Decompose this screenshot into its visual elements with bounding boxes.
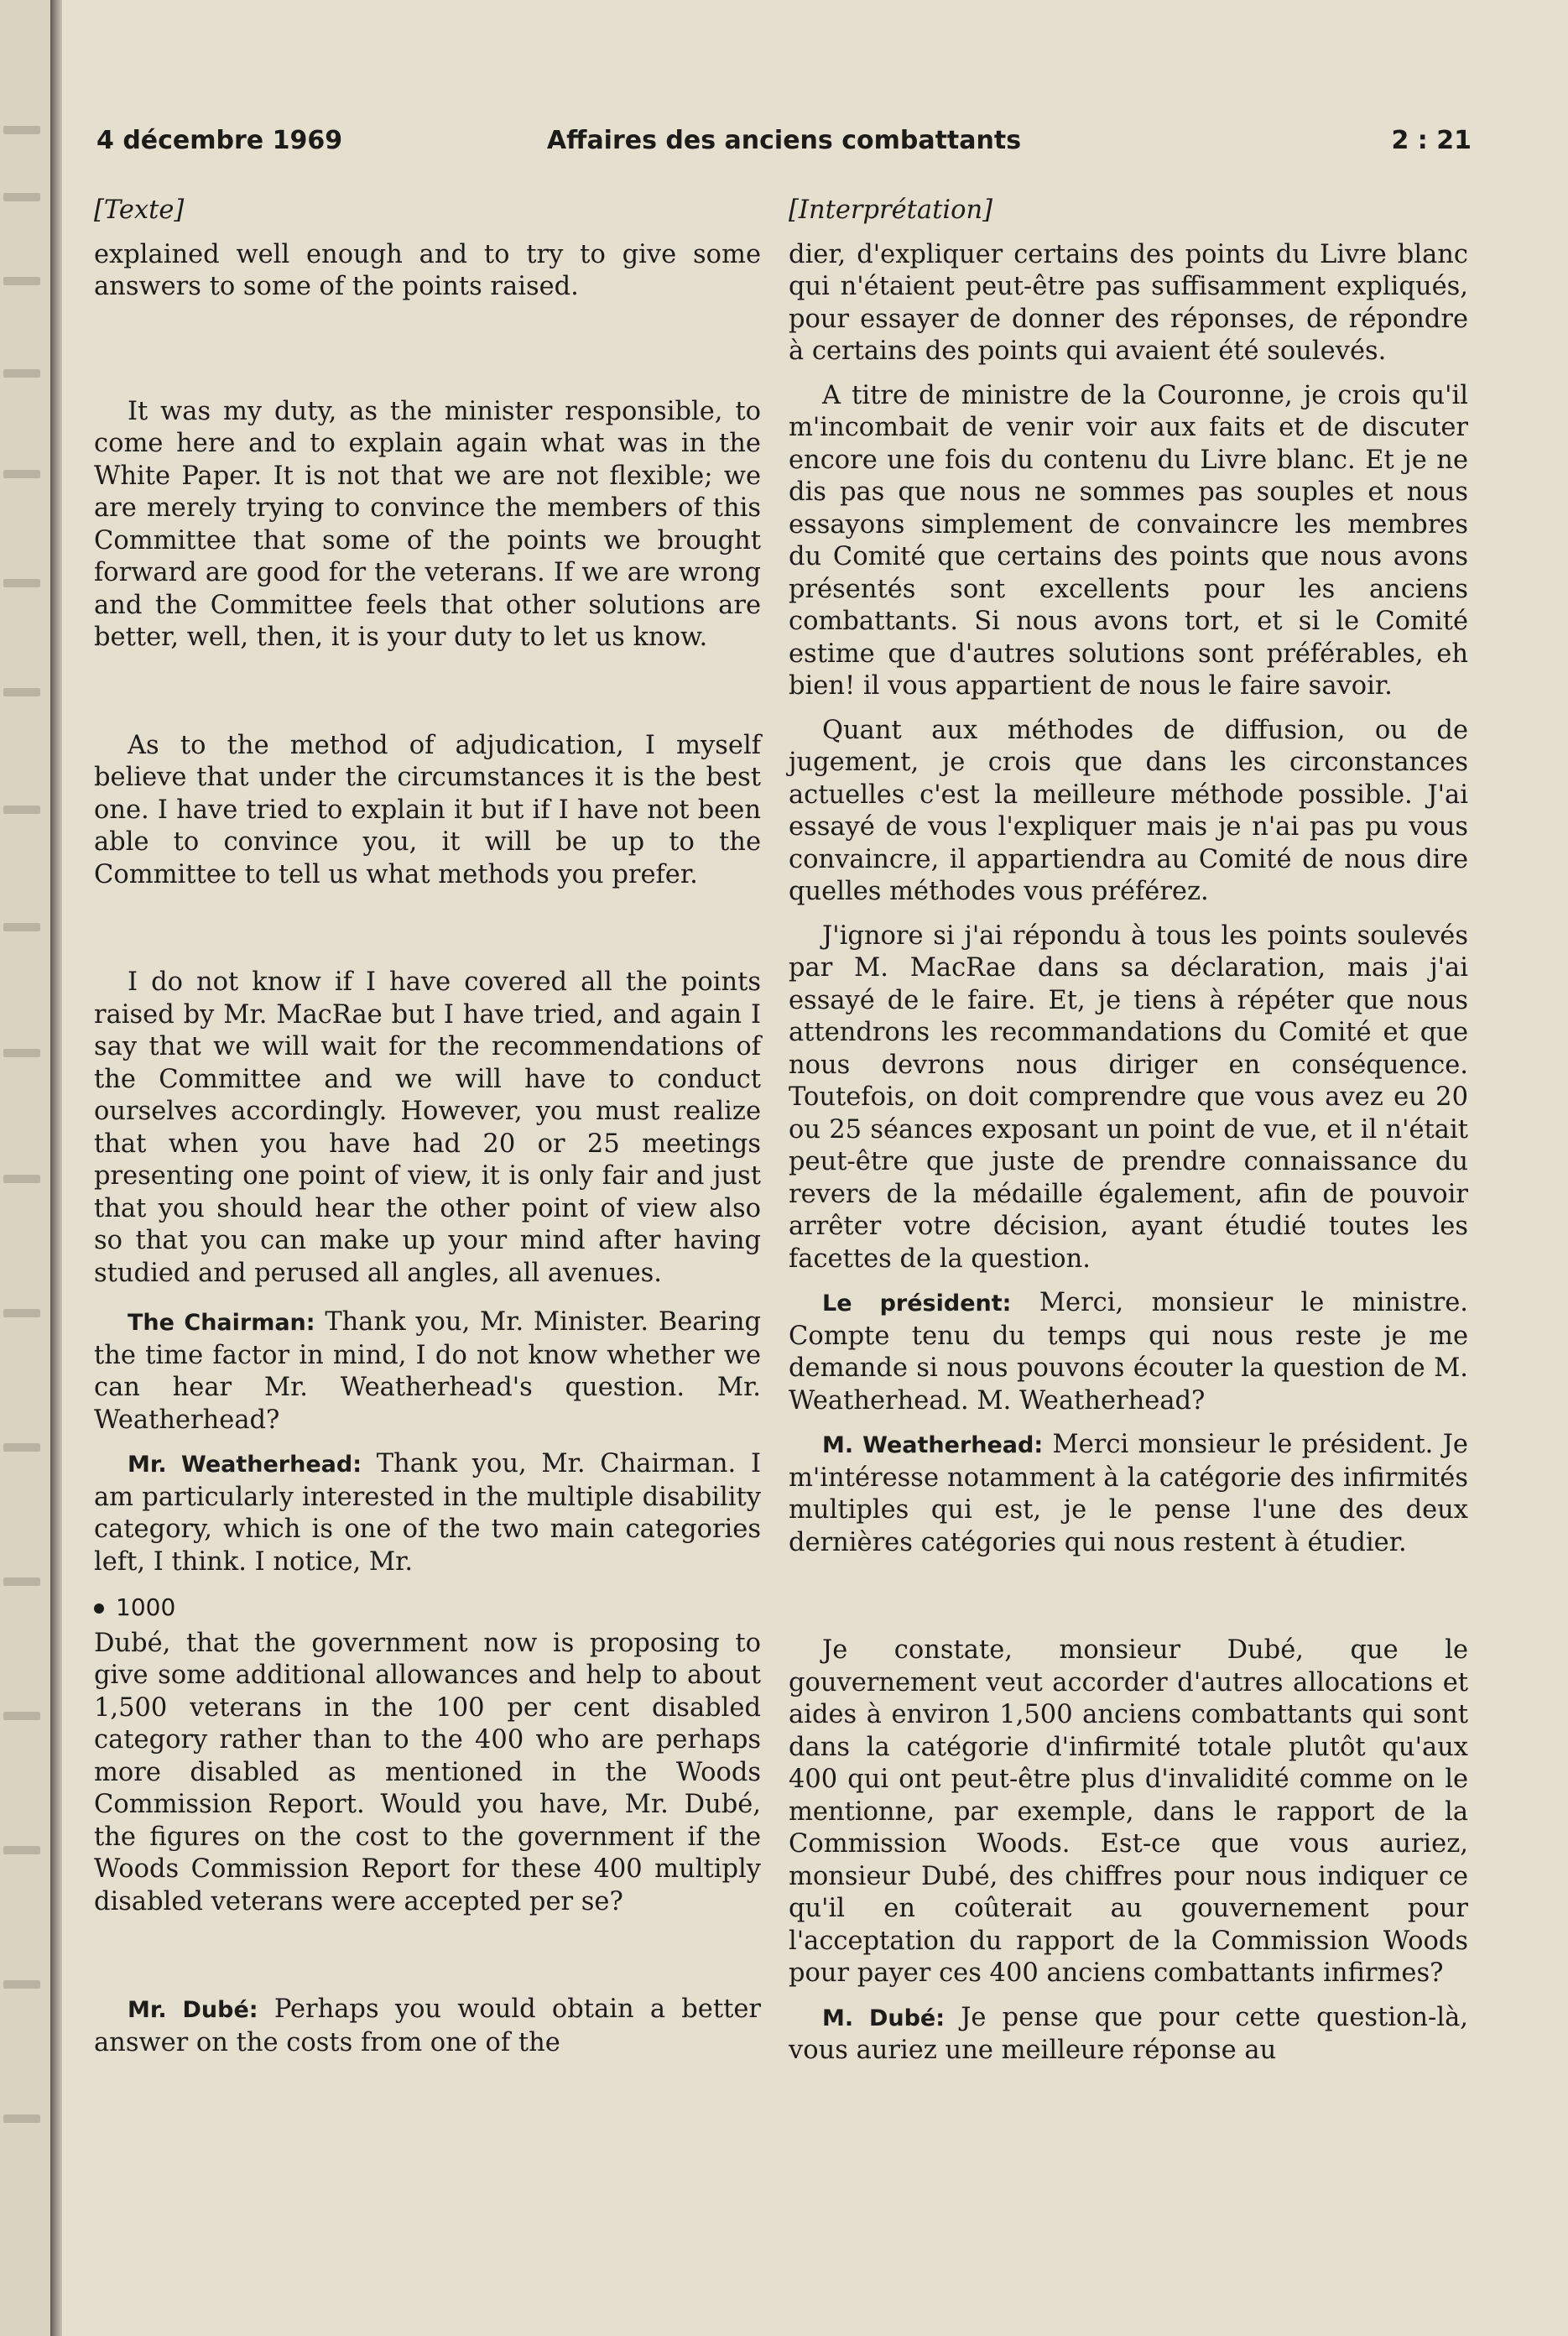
paragraph: It was my duty, as the minister responsible, to come here and to explain again what was in the White Paper. It is not that we are not flexible; we are merely trying to convince the members of this Committee that some of the points we brought forward are good for the veterans. If we are wrong and the Committee feels that other solutions are better, well, then, it is your duty to let us know. <box>94 396 761 652</box>
speech-paragraph <box>94 1994 761 2059</box>
speech-paragraph <box>94 1448 761 1578</box>
speaker-name: The Chairman: <box>128 1310 315 1336</box>
paragraph: I do not know if I have covered all the points raised by Mr. MacRae but I have tried, and again I say that we will wait for the recommendations of the Committee and we will have to conduct ourselves accordingly. However, you must realize that when you have had 20 or 25 meetings presenting one point of view, it is only fair and just that you should hear the other point of view also so that you can make up your mind after having studied and perused all angles, all avenues. <box>94 967 761 1288</box>
time-marker <box>94 1592 761 1624</box>
speech-text: Thank you, Mr. Chairman. I am particularly interested in the multiple disability category, which is one of the two main categories left, I think. I notice, Mr. <box>94 1449 762 1577</box>
paragraph: explained well enough and to try to give some answers to some of the points raised. <box>94 239 761 301</box>
speech-text: Perhaps you would obtain a better answer on the costs from one of the <box>94 1994 761 2057</box>
speech-paragraph <box>94 1306 761 1437</box>
speaker-name: Le président: <box>822 1291 1012 1317</box>
paragraph: Dubé, that the government now is proposing to give some additional allowances and help to about 1,500 veterans in the 100 per cent disabled category rather than to the 400 who are perhaps more disabled as mentioned in the Woods Commission Report. Would you have, Mr. Dubé, the figures on the cost to the government if the Woods Commission Report for these 400 multiply disabled veterans were accepted per se? <box>94 1628 761 1916</box>
header-date: 4 décembre 1969 <box>96 126 343 155</box>
speech-text: Thank you, Mr. Minister. Bearing the time factor in mind, I do not know whether we can hear Mr. Weatherhead's question. Mr. Weatherhead? <box>94 1307 761 1435</box>
paragraph: Quant aux méthodes de diffusion, ou de jugement, je crois que dans les circonstances actuelles c'est la meilleure méthode possible. J'ai essayé de vous l'expliquer mais je n'ai pas pu vous convaincre, il appartiendra au Comité de nous dire quelles méthodes vous préférez. <box>789 715 1468 906</box>
column-label-text: [Texte] <box>94 196 185 225</box>
paragraph: J'ignore si j'ai répondu à tous les points soulevés par M. MacRae dans sa déclaration, mais j'ai essayé de le faire. Et, je tiens à répéter que nous attendrons les recommandations du Comité et que nous devrons nous diriger en conséquence. Toutefois, on doit comprendre que vous avez eu 20 ou 25 séances exposant un point de vue, et il n'était peut-être que juste de prendre connaissance du revers de la médaille également, afin de pouvoir arrêter votre décision, ayant étudié toutes les facettes de la question. <box>789 920 1468 1274</box>
speaker-name: M. Dubé: <box>822 2005 945 2031</box>
speech-text: Merci, monsieur le ministre. Compte tenu du temps qui nous reste je me demande si nous pouvons écouter la question de M. Weatherhead. M. Weatherhead? <box>789 1288 1469 1416</box>
paragraph: As to the method of adjudication, I myself believe that under the circumstances it is the best one. I have tried to explain it but if I have not been able to convince you, it will be up to the Committee to tell us what methods you prefer. <box>94 730 761 889</box>
paragraph: Je constate, monsieur Dubé, que le gouvernement veut accorder d'autres allocations et aides à environ 1,500 anciens combattants qui sont dans la catégorie d'infirmité totale plutôt qu'aux 400 qui ont peut-être plus d'invalidité comme on le mentionne, par exemple, dans le rapport de la Commission Woods. Est-ce que vous auriez, monsieur Dubé, des chiffres pour nous indiquer ce qu'il en coûterait au gouvernement pour l'acceptation du rapport de la Commission Woods pour payer ces 400 anciens combattants infirmes? <box>789 1635 1468 1988</box>
paragraph: dier, d'expliquer certains des points du Livre blanc qui n'étaient peut-être pas suffisamment expliqués, pour essayer de donner des réponses, de répondre à certains des points qui avaient été soulevés. <box>789 239 1468 366</box>
speaker-name: Mr. Dubé: <box>128 1997 258 2023</box>
page-binding-shadow <box>50 0 62 2336</box>
french-column <box>789 195 1468 2225</box>
page-header <box>96 126 1472 168</box>
time-marker-text: 1000 <box>116 1593 176 1621</box>
column-label-interpretation: [Interprétation] <box>789 196 992 225</box>
speech-text: Merci monsieur le président. Je m'intéresse notamment à la catégorie des infirmités multiples qui est, je le pense l'une des deux dernières catégories qui nous restent à étudier. <box>789 1430 1468 1557</box>
paragraph: A titre de ministre de la Couronne, je crois qu'il m'incombait de venir voir aux faits et de discuter encore une fois du contenu du Livre blanc. Et je ne dis pas que nous ne sommes pas souples et nous essayons simplement de convaincre les membres du Comité que certains des points que nous avons présentés sont excellents pour les anciens combattants. Si nous avons tort, et si le Comité estime que d'autres solutions sont préférables, eh bien! il vous appartient de nous le faire savoir. <box>789 380 1468 701</box>
speaker-name: Mr. Weatherhead: <box>128 1452 362 1478</box>
bullet-icon <box>94 1603 104 1614</box>
english-column <box>94 195 761 2225</box>
header-page-number: 2 : 21 <box>1391 126 1472 155</box>
speaker-name: M. Weatherhead: <box>822 1432 1044 1458</box>
header-title: Affaires des anciens combattants <box>546 126 1022 155</box>
speech-paragraph <box>789 1429 1468 1559</box>
speech-paragraph <box>789 2002 1468 2067</box>
previous-page-edge <box>0 0 50 2336</box>
speech-paragraph <box>789 1287 1468 1417</box>
speech-text: Je pense que pour cette question-là, vous auriez une meilleure réponse au <box>789 2002 1468 2065</box>
